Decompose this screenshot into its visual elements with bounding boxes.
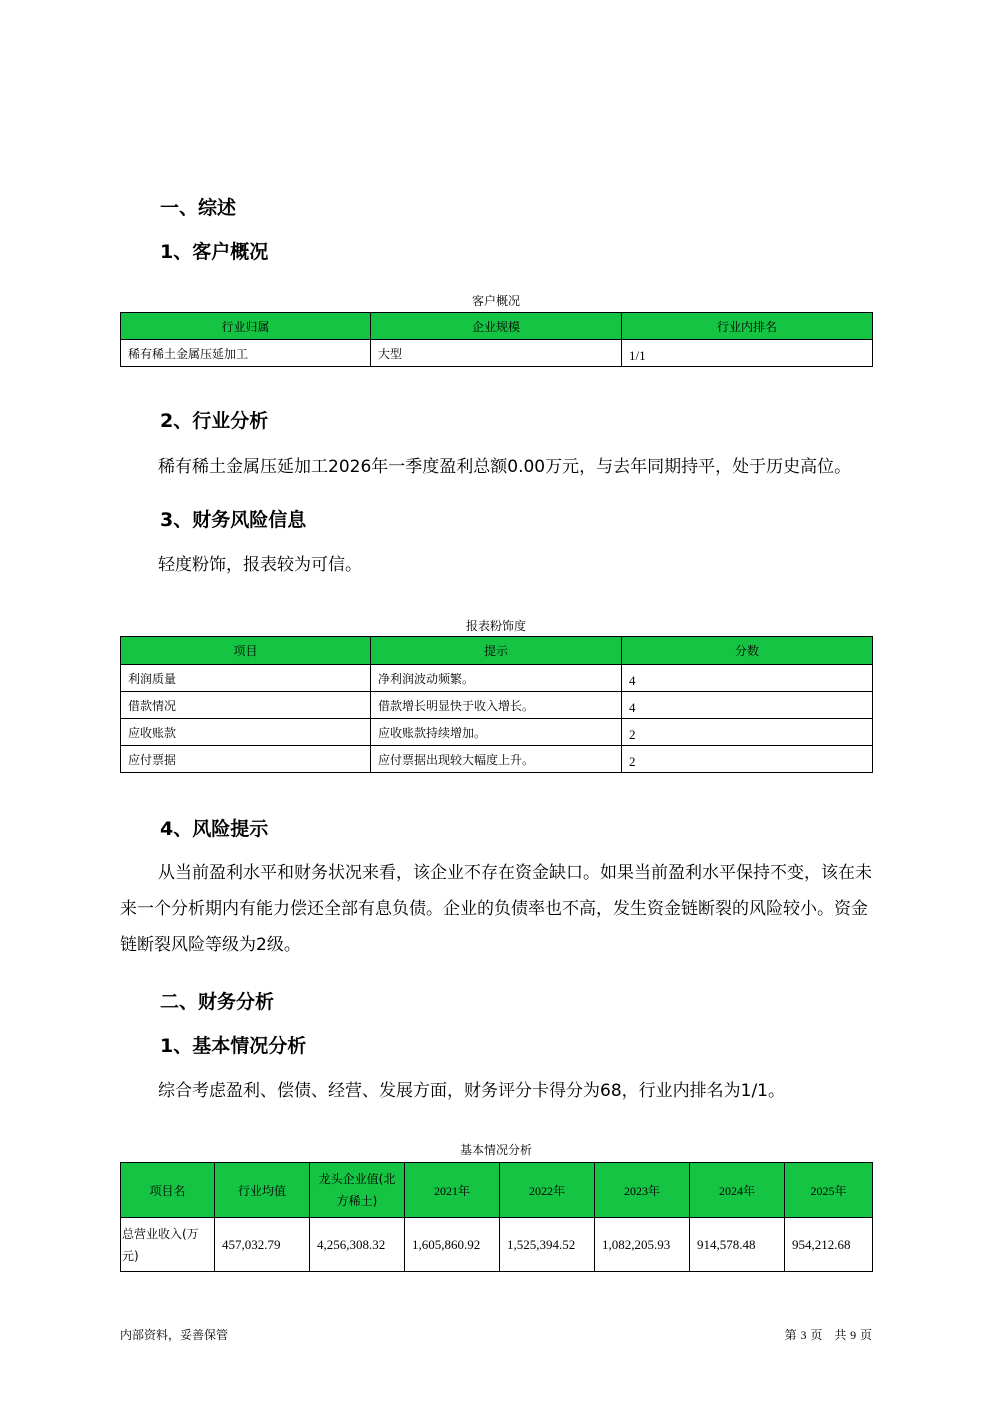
table-row	[121, 665, 873, 692]
header-cell: 龙头企业值(北方稀土)	[310, 1163, 405, 1218]
subheading-risk-tip: 4、风险提示	[160, 818, 269, 840]
table-row	[121, 719, 873, 746]
basic-table-caption: 基本情况分析	[459, 1143, 532, 1157]
footer-page-number	[785, 1326, 872, 1343]
table-cell: 应付票据	[121, 746, 371, 773]
header-cell: 2025年	[785, 1163, 873, 1218]
customer-table	[120, 312, 873, 367]
table-cell: 1/1	[622, 340, 873, 367]
header-cell: 项目名	[121, 1163, 215, 1218]
table-row	[121, 692, 873, 719]
table-header-row	[121, 313, 873, 340]
table-cell: 应付票据出现较大幅度上升。	[371, 746, 622, 773]
footer-confidential-note: 内部资料，妥善保管	[120, 1328, 229, 1342]
subheading-financial-risk: 3、财务风险信息	[160, 509, 307, 531]
section-heading-overview: 一、综述	[160, 197, 237, 219]
subheading-customer-overview: 1、客户概况	[160, 241, 269, 263]
header-cell: 提示	[371, 637, 622, 665]
basic-analysis-paragraph: 综合考虑盈利、偿债、经营、发展方面，财务评分卡得分为68，行业内排名为1/1。	[158, 1081, 785, 1101]
page-suffix: 页	[859, 1328, 872, 1342]
page-prefix: 第	[784, 1328, 797, 1342]
table-row	[121, 1218, 873, 1272]
header-cell: 2023年	[595, 1163, 690, 1218]
table-cell: 大型	[371, 340, 622, 367]
financial-risk-paragraph: 轻度粉饰，报表较为可信。	[158, 555, 362, 575]
table-cell: 1,605,860.92	[405, 1218, 500, 1272]
table-cell: 1,082,205.93	[595, 1218, 690, 1272]
table-cell: 954,212.68	[785, 1218, 873, 1272]
section-heading-financial-analysis: 二、财务分析	[160, 991, 275, 1013]
table-cell: 应收账款持续增加。	[371, 719, 622, 746]
whitewash-table	[120, 636, 873, 773]
table-cell: 借款增长明显快于收入增长。	[371, 692, 622, 719]
table-cell: 4,256,308.32	[310, 1218, 405, 1272]
subheading-basic-analysis: 1、基本情况分析	[160, 1035, 307, 1057]
table-cell: 4	[622, 665, 873, 692]
table-cell: 稀有稀土金属压延加工	[121, 340, 371, 367]
whitewash-table-caption: 报表粉饰度	[465, 619, 526, 633]
risk-tip-paragraph: 从当前盈利水平和财务状况来看，该企业不存在资金缺口。如果当前盈利水平保持不变，该在未来一个分析期内有能力偿还全部有息负债。企业的负债率也不高，发生资金链断裂的风险较小。资金链断裂风险等级为2级。	[120, 863, 872, 955]
header-cell: 分数	[622, 637, 873, 665]
subheading-industry-analysis: 2、行业分析	[160, 410, 269, 432]
header-cell: 2024年	[690, 1163, 785, 1218]
current-page: 3	[800, 1328, 807, 1342]
header-cell: 项目	[121, 637, 371, 665]
table-cell: 总营业收入(万元)	[121, 1218, 215, 1272]
header-cell: 行业归属	[121, 313, 371, 340]
header-cell: 行业内排名	[622, 313, 873, 340]
table-cell: 914,578.48	[690, 1218, 785, 1272]
header-cell: 2022年	[500, 1163, 595, 1218]
table-cell: 4	[622, 692, 873, 719]
table-cell: 利润质量	[121, 665, 371, 692]
header-cell: 企业规模	[371, 313, 622, 340]
table-cell: 2	[622, 719, 873, 746]
table-cell: 应收账款	[121, 719, 371, 746]
table-row	[121, 340, 873, 367]
table-row	[121, 746, 873, 773]
table-cell: 1,525,394.52	[500, 1218, 595, 1272]
table-cell: 457,032.79	[215, 1218, 310, 1272]
table-cell: 净利润波动频繁。	[371, 665, 622, 692]
page-mid: 页 共	[810, 1328, 847, 1342]
industry-paragraph: 稀有稀土金属压延加工2026年一季度盈利总额0.00万元，与去年同期持平，处于历史高位。	[158, 457, 852, 477]
table-header-row	[121, 637, 873, 665]
basic-analysis-table	[120, 1162, 873, 1272]
header-cell: 行业均值	[215, 1163, 310, 1218]
header-cell: 2021年	[405, 1163, 500, 1218]
customer-table-caption: 客户概况	[471, 294, 520, 308]
table-cell: 2	[622, 746, 873, 773]
total-pages: 9	[850, 1328, 857, 1342]
table-header-row	[121, 1163, 873, 1218]
table-cell: 借款情况	[121, 692, 371, 719]
